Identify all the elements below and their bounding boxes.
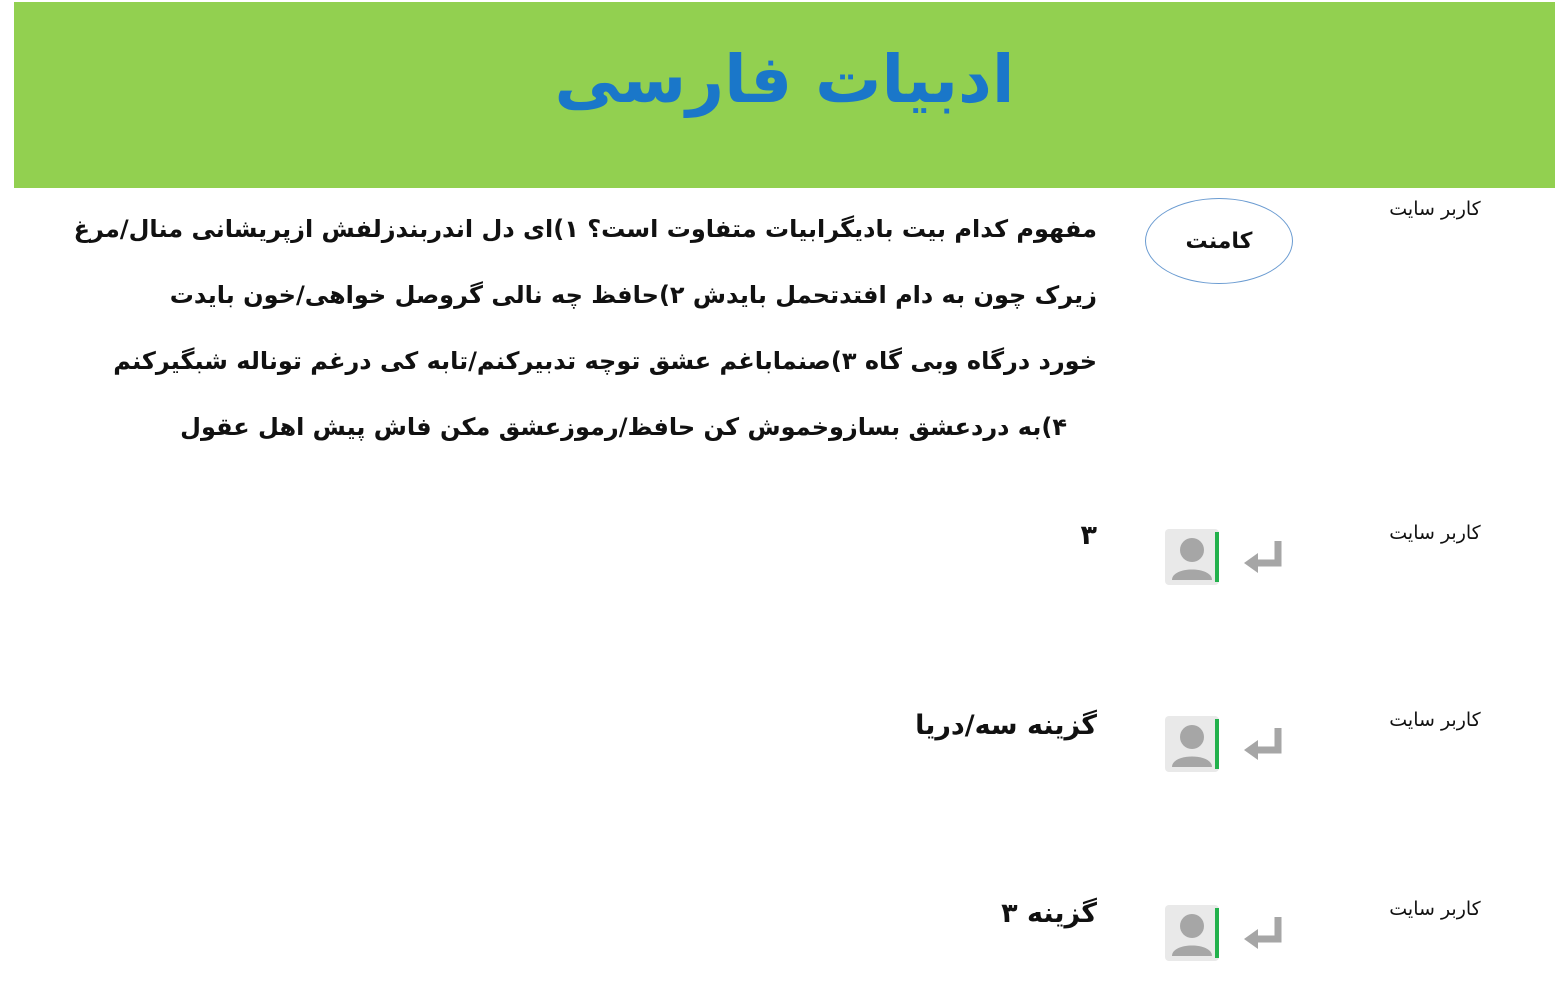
question-line: خورد درگاه وبی گاه ۳)صنماباغم عشق توچه تدبیرکنم/تابه کی درغم توناله شبگیرکنم [113, 347, 1097, 375]
question-line: مفهوم کدام بیت بادیگرابیات متفاوت است؟ ۱)ای دل اندربندزلفش ازپریشانی منال/مرغ [73, 215, 1097, 243]
user-avatar-icon [1164, 904, 1224, 962]
reply-arrow-icon[interactable] [1240, 722, 1290, 766]
reply-username: کاربر سایت [1389, 709, 1481, 731]
page-title: ادبیات فارسی [554, 41, 1015, 118]
comment-button[interactable]: کامنت [1145, 198, 1293, 284]
question-line: زیرک چون به دام افتدتحمل بایدش ۲)حافظ چه نالی گروصل خواهی/خون بایدت [169, 281, 1097, 309]
reply-arrow-icon[interactable] [1240, 535, 1290, 579]
page-header [14, 2, 1555, 188]
question-text [17, 196, 1097, 460]
reply-text: گزینه سه/دریا [915, 710, 1097, 741]
user-avatar-icon [1164, 528, 1224, 586]
question-username: کاربر سایت [1389, 198, 1481, 220]
question-line: ۴)به دردعشق بسازوخموش کن حافظ/رموزعشق مکن فاش پیش اهل عقول [180, 413, 1067, 441]
reply-text: گزینه ۳ [1001, 898, 1097, 929]
user-avatar-icon [1164, 715, 1224, 773]
reply-username: کاربر سایت [1389, 898, 1481, 920]
reply-username: کاربر سایت [1389, 522, 1481, 544]
reply-text: ۳ [1080, 520, 1097, 551]
reply-arrow-icon[interactable] [1240, 911, 1290, 955]
